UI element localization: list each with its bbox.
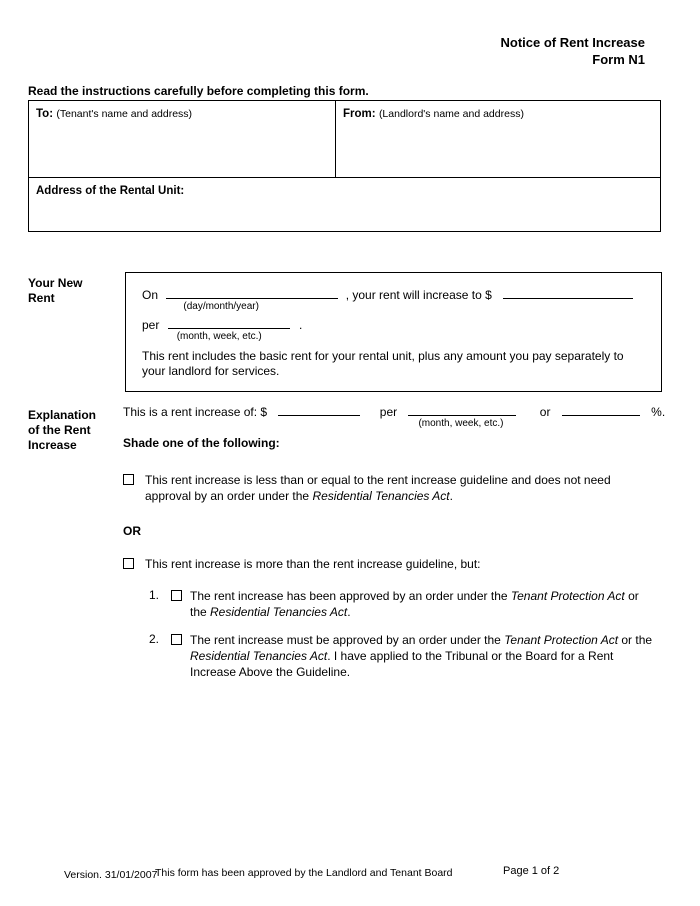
- section-label-line: of the Rent: [28, 423, 91, 437]
- sub-item-number: 1.: [149, 588, 160, 602]
- sub-option-must-be-approved: [149, 632, 663, 680]
- must-be-approved-text: [190, 632, 658, 680]
- parties-row: [29, 101, 660, 178]
- approved-order-checkbox[interactable]: [171, 590, 182, 601]
- act-name: Tenant Protection Act: [504, 633, 619, 647]
- rent-period-line: [142, 317, 647, 342]
- increase-period-hint: (month, week, etc.): [418, 418, 504, 429]
- version-text: Version. 31/01/2007: [64, 869, 158, 881]
- form-title: [501, 34, 646, 68]
- rental-unit-address-cell: [29, 178, 660, 231]
- increase-period-blank[interactable]: [408, 404, 516, 416]
- increase-dollar-blank[interactable]: [278, 404, 360, 416]
- section-label-your-new-rent: [28, 276, 120, 306]
- form-title-line1: Notice of Rent Increase: [500, 35, 645, 50]
- within-guideline-text: [145, 472, 651, 504]
- rental-unit-address-label: Address of the Rental Unit:: [36, 185, 185, 197]
- increase-amount-line: [123, 404, 666, 429]
- landlord-cell: [336, 101, 660, 177]
- above-guideline-text: This rent increase is more than the rent increase guideline, but:: [145, 557, 481, 571]
- above-guideline-checkbox[interactable]: [123, 558, 134, 569]
- shade-instruction: Shade one of the following:: [123, 436, 280, 450]
- to-label: To:: [36, 108, 54, 120]
- option-text-part: The rent increase has been approved by an order under the: [190, 589, 511, 603]
- rent-includes-text: This rent includes the basic rent for your rental unit, plus any amount you pay separately to your landlord for services.: [142, 349, 624, 378]
- percent-label: %.: [651, 405, 666, 419]
- form-title-line2: Form N1: [592, 52, 645, 67]
- section-label-line: Your New: [28, 276, 83, 290]
- period-punct: .: [299, 318, 303, 332]
- within-guideline-checkbox[interactable]: [123, 474, 134, 485]
- sub-item-number: 2.: [149, 632, 160, 646]
- option-above-guideline: [123, 556, 663, 572]
- landlord-name-address-area[interactable]: [343, 120, 653, 166]
- instructions-text: Read the instructions carefully before completing this form.: [28, 84, 369, 98]
- act-name: Residential Tenancies Act: [190, 649, 328, 663]
- date-hint: (day/month/year): [183, 301, 259, 312]
- option-text-part: . I have applied to the Tribunal or the Board for a Rent Increase Above the Guideline.: [190, 649, 614, 679]
- section-label-explanation: [28, 408, 120, 453]
- date-blank[interactable]: [166, 287, 338, 299]
- approval-text: This form has been approved by the Landlord and Tenant Board: [155, 867, 453, 879]
- period-field: [163, 317, 290, 342]
- page-number: Page 1 of 2: [503, 865, 560, 877]
- increase-per-label: per: [379, 405, 398, 419]
- must-be-approved-checkbox[interactable]: [171, 634, 182, 645]
- option-within-guideline: [123, 472, 651, 504]
- section-label-line: Increase: [28, 438, 77, 452]
- increase-of-label: This is a rent increase of: $: [123, 405, 268, 419]
- option-text-part: This rent increase is less than or equal to the rent increase guideline and does not need approval by an order under the: [145, 473, 611, 503]
- increase-period-field: [400, 404, 516, 429]
- or-label: or: [539, 405, 551, 419]
- on-label: On: [142, 288, 159, 302]
- option-text-part: .: [347, 605, 351, 619]
- new-rent-amount-blank[interactable]: [503, 287, 633, 299]
- section-label-line: Rent: [28, 291, 55, 305]
- period-hint: (month, week, etc.): [176, 331, 262, 342]
- tenant-cell: [29, 101, 336, 177]
- rental-unit-address-area[interactable]: [36, 197, 653, 227]
- option-text-part: or the: [618, 633, 653, 647]
- approved-order-text: [190, 588, 658, 620]
- act-name: Residential Tenancies Act: [312, 489, 450, 503]
- act-name: Residential Tenancies Act: [210, 605, 348, 619]
- option-text-part: The rent increase must be approved by an order under the: [190, 633, 505, 647]
- act-name: Tenant Protection Act: [510, 589, 625, 603]
- increase-to-text: , your rent will increase to $: [345, 288, 492, 302]
- rent-increase-line: [142, 287, 647, 312]
- tenant-name-address-area[interactable]: [36, 120, 328, 166]
- rent-period-blank[interactable]: [168, 317, 290, 329]
- or-divider: OR: [123, 524, 141, 538]
- new-rent-box: [125, 272, 662, 392]
- explanation-section: [123, 404, 666, 680]
- parties-table: [28, 100, 661, 232]
- to-hint: (Tenant's name and address): [56, 108, 193, 120]
- section-label-line: Explanation: [28, 408, 97, 422]
- date-field: [161, 287, 338, 312]
- option-text-part: or the: [190, 589, 639, 619]
- from-hint: (Landlord's name and address): [378, 108, 524, 120]
- increase-percent-blank[interactable]: [562, 404, 640, 416]
- sub-option-approved: [149, 588, 663, 620]
- from-label: From:: [343, 108, 376, 120]
- option-text-part: .: [449, 489, 453, 503]
- per-label: per: [142, 318, 160, 332]
